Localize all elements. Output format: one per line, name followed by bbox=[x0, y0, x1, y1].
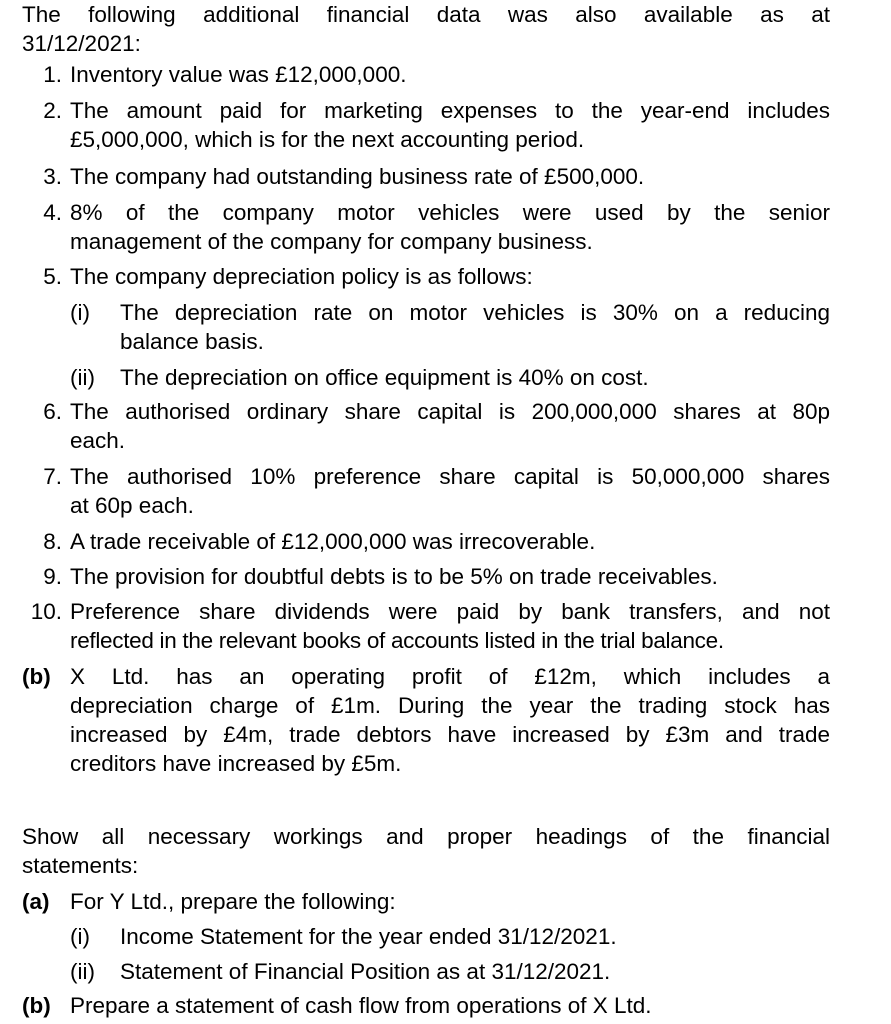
part-b-information bbox=[22, 662, 830, 778]
part-b-label: (b) bbox=[22, 664, 51, 689]
list-item-text-line-1: The amount paid for marketing expenses to the year-end includes bbox=[70, 98, 830, 123]
list-item-8 bbox=[22, 527, 830, 556]
list-item-text: The company depreciation policy is as follows: bbox=[70, 264, 533, 289]
intro-paragraph bbox=[22, 0, 830, 58]
list-item-text-line-1: 8% of the company motor vehicles were used by the senior bbox=[70, 200, 830, 225]
list-item-number: 4. bbox=[43, 200, 62, 225]
list-item-text-line-1: The authorised ordinary share capital is 200,000,000 shares at 80p bbox=[70, 399, 830, 424]
instructions-paragraph bbox=[22, 822, 830, 880]
list-item-number: 1. bbox=[43, 62, 62, 87]
list-item-text: A trade receivable of £12,000,000 was irrecoverable. bbox=[70, 529, 596, 554]
list-item-text-line-1: The authorised 10% preference share capital is 50,000,000 shares bbox=[70, 464, 830, 489]
list-item-text-line-2: reflected in the relevant books of accounts listed in the trial balance. bbox=[70, 628, 724, 653]
task-a-label: (a) bbox=[22, 889, 50, 914]
list-item-6 bbox=[22, 397, 830, 455]
intro-line-2: 31/12/2021: bbox=[22, 31, 141, 56]
task-a bbox=[22, 887, 830, 916]
list-item-4 bbox=[22, 198, 830, 256]
list-item-number: 6. bbox=[43, 399, 62, 424]
list-item-5 bbox=[22, 262, 830, 291]
task-a-item-number: (i) bbox=[70, 924, 90, 949]
policy-item-text-line-1: The depreciation rate on motor vehicles is 30% on a reducing bbox=[120, 300, 830, 325]
list-item-3 bbox=[22, 162, 830, 191]
list-item-number: 3. bbox=[43, 164, 62, 189]
list-item-number: 2. bbox=[43, 98, 62, 123]
list-item-text: Inventory value was £12,000,000. bbox=[70, 62, 407, 87]
policy-item-text-line-2: balance basis. bbox=[120, 329, 264, 354]
task-a-text: For Y Ltd., prepare the following: bbox=[70, 889, 396, 914]
part-b-text-line-1: X Ltd. has an operating profit of £12m, which includes a bbox=[70, 664, 830, 689]
list-item-number: 5. bbox=[43, 264, 62, 289]
list-item-number: 7. bbox=[43, 464, 62, 489]
list-item-number: 10. bbox=[30, 599, 62, 624]
task-a-item-ii bbox=[22, 957, 830, 986]
list-item-number: 8. bbox=[43, 529, 62, 554]
part-b-text-line-2: depreciation charge of £1m. During the year the trading stock has bbox=[70, 693, 830, 718]
list-item-text: The company had outstanding business rate of £500,000. bbox=[70, 164, 645, 189]
list-item-10 bbox=[22, 597, 830, 655]
task-a-item-text: Income Statement for the year ended 31/12/2021. bbox=[120, 924, 617, 949]
list-item-text-line-2: £5,000,000, which is for the next accounting period. bbox=[70, 127, 585, 152]
policy-item-number: (i) bbox=[70, 300, 90, 325]
policy-item-number: (ii) bbox=[70, 365, 95, 390]
list-item-text-line-2: management of the company for company business. bbox=[70, 229, 593, 254]
policy-item-i bbox=[22, 298, 830, 356]
task-b bbox=[22, 991, 830, 1020]
policy-item-text: The depreciation on office equipment is 40% on cost. bbox=[120, 365, 649, 390]
list-item-text-line-1: Preference share dividends were paid by bank transfers, and not bbox=[70, 599, 830, 624]
part-b-text-line-3: increased by £4m, trade debtors have increased by £3m and trade bbox=[70, 722, 830, 747]
task-a-item-text: Statement of Financial Position as at 31/12/2021. bbox=[120, 959, 611, 984]
list-item-9 bbox=[22, 562, 830, 591]
list-item-text-line-2: at 60p each. bbox=[70, 493, 194, 518]
list-item-1 bbox=[22, 60, 830, 89]
list-item-text-line-2: each. bbox=[70, 428, 126, 453]
task-a-item-i bbox=[22, 922, 830, 951]
list-item-2 bbox=[22, 96, 830, 154]
task-a-item-number: (ii) bbox=[70, 959, 95, 984]
task-b-text: Prepare a statement of cash flow from operations of X Ltd. bbox=[70, 993, 652, 1018]
list-item-7 bbox=[22, 462, 830, 520]
policy-item-ii bbox=[22, 363, 830, 392]
part-b-text-line-4: creditors have increased by £5m. bbox=[70, 751, 402, 776]
list-item-number: 9. bbox=[43, 564, 62, 589]
task-b-label: (b) bbox=[22, 993, 51, 1018]
list-item-text: The provision for doubtful debts is to be 5% on trade receivables. bbox=[70, 564, 718, 589]
instructions-line-1: Show all necessary workings and proper headings of the financial bbox=[22, 824, 830, 849]
instructions-line-2: statements: bbox=[22, 853, 139, 878]
intro-line-1: The following additional financial data was also available as at bbox=[22, 2, 830, 27]
